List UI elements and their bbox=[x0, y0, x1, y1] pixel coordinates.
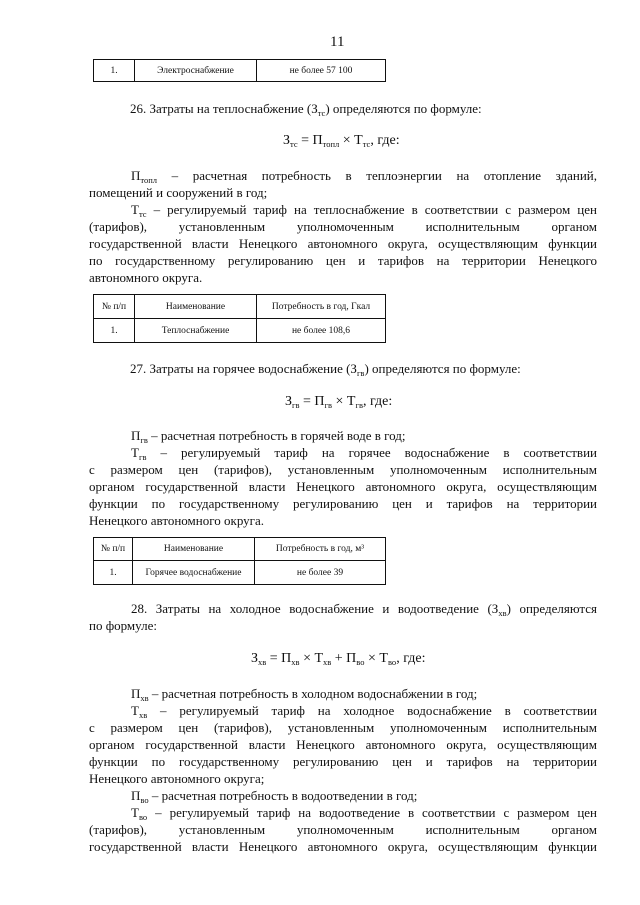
page-number: 11 bbox=[330, 34, 345, 50]
def-27-2-line2: с размером цен (тарифов), установленным уполномоченным исполнительным bbox=[89, 462, 597, 477]
def-27-2-line1: $Т_{гв}$ – регулируемый тариф на горячее водоснабжение в соответствии bbox=[131, 445, 597, 462]
table-heat bbox=[93, 294, 386, 343]
header-name: Наименование bbox=[133, 538, 255, 561]
table-row bbox=[94, 561, 386, 585]
def-26-2-line3: государственной власти Ненецкого автономного округа, осуществляющим функции bbox=[89, 236, 597, 251]
def-26-2-line2: (тарифов), установленным уполномоченным исполнительным органом bbox=[89, 219, 597, 234]
def-28-2-line2: с размером цен (тарифов), установленным уполномоченным исполнительным bbox=[89, 720, 597, 735]
def-26-2-line4: по государственному регулированию цен и тарифов на территории Ненецкого bbox=[89, 253, 597, 268]
cell-value: не более 108,6 bbox=[257, 319, 386, 343]
table-row bbox=[94, 319, 386, 343]
header-need: Потребность в год, Гкал bbox=[257, 295, 386, 319]
table-header-row bbox=[94, 538, 386, 561]
def-28-2-line5: Ненецкого автономного округа; bbox=[89, 771, 265, 786]
header-need: Потребность в год, м³ bbox=[255, 538, 386, 561]
cell-name: Электроснабжение bbox=[135, 60, 257, 82]
def-26-1-line2: помещений и сооружений в год; bbox=[89, 185, 268, 200]
section-27-heading: 27. Затраты на горячее водоснабжение $(З_{гв})$ определяются по формуле: bbox=[130, 361, 521, 378]
def-26-1-line1: $П_{топл}$ – расчетная потребность в теплоэнергии на отопление зданий, bbox=[131, 168, 597, 185]
cell-num: 1. bbox=[94, 561, 133, 585]
def-28-4-line3: государственной власти Ненецкого автономного округа, осуществляющим функции bbox=[89, 839, 597, 854]
cell-num: 1. bbox=[94, 60, 135, 82]
def-28-2-line3: органом государственной власти Ненецкого автономного округа, осуществляющим bbox=[89, 737, 597, 752]
cell-name: Теплоснабжение bbox=[135, 319, 257, 343]
header-num: № п/п bbox=[94, 538, 133, 561]
def-28-3: $П_{во}$ – расчетная потребность в водоотведении в год; bbox=[131, 788, 418, 805]
def-27-2-line3: органом государственной власти Ненецкого автономного округа, осуществляющим bbox=[89, 479, 597, 494]
section-26-heading: 26. Затраты на теплоснабжение $(З_{тс})$ определяются по формуле: bbox=[130, 101, 482, 118]
formula-26: $З_{тс} = П_{топл} \times Т_{тс}$, где: bbox=[283, 133, 400, 149]
table-hot-water bbox=[93, 537, 386, 585]
def-27-1: $П_{гв}$ – расчетная потребность в горячей воде в год; bbox=[131, 428, 406, 445]
def-27-2-line4: функции по государственному регулированию цен и тарифов на территории bbox=[89, 496, 597, 511]
def-28-2-line1: $Т_{хв}$ – регулируемый тариф на холодное водоснабжение в соответствии bbox=[131, 703, 597, 720]
table-header-row bbox=[94, 295, 386, 319]
table-row bbox=[94, 60, 386, 82]
cell-value: не более 57 100 bbox=[257, 60, 386, 82]
section-28-heading-line2: по формуле: bbox=[89, 618, 157, 633]
def-28-2-line4: функции по государственному регулированию цен и тарифов на территории bbox=[89, 754, 597, 769]
header-num: № п/п bbox=[94, 295, 135, 319]
header-name: Наименование bbox=[135, 295, 257, 319]
section-28-heading-line1: 28. Затраты на холодное водоснабжение и водоотведение $(З_{хв})$ определяются bbox=[131, 601, 597, 618]
def-26-2-line5: автономного округа. bbox=[89, 270, 203, 285]
cell-value: не более 39 bbox=[255, 561, 386, 585]
def-27-2-line5: Ненецкого автономного округа. bbox=[89, 513, 264, 528]
formula-27: $З_{гв} = П_{гв} \times Т_{гв}$, где: bbox=[285, 394, 393, 410]
cell-name: Горячее водоснабжение bbox=[133, 561, 255, 585]
def-28-1: $П_{хв}$ – расчетная потребность в холодном водоснабжении в год; bbox=[131, 686, 478, 703]
formula-28: $З_{хв} = П_{хв} \times Т_{хв} + П_{во} \times Т_{во}$, где: bbox=[251, 651, 426, 667]
def-28-4-line1: $Т_{во}$ – регулируемый тариф на водоотведение в соответствии с размером цен bbox=[131, 805, 597, 822]
def-28-4-line2: (тарифов), установленным уполномоченным исполнительным органом bbox=[89, 822, 597, 837]
cell-num: 1. bbox=[94, 319, 135, 343]
def-26-2-line1: $Т_{тс}$ – регулируемый тариф на теплоснабжение в соответствии с размером цен bbox=[131, 202, 597, 219]
table-electricity bbox=[93, 59, 386, 82]
